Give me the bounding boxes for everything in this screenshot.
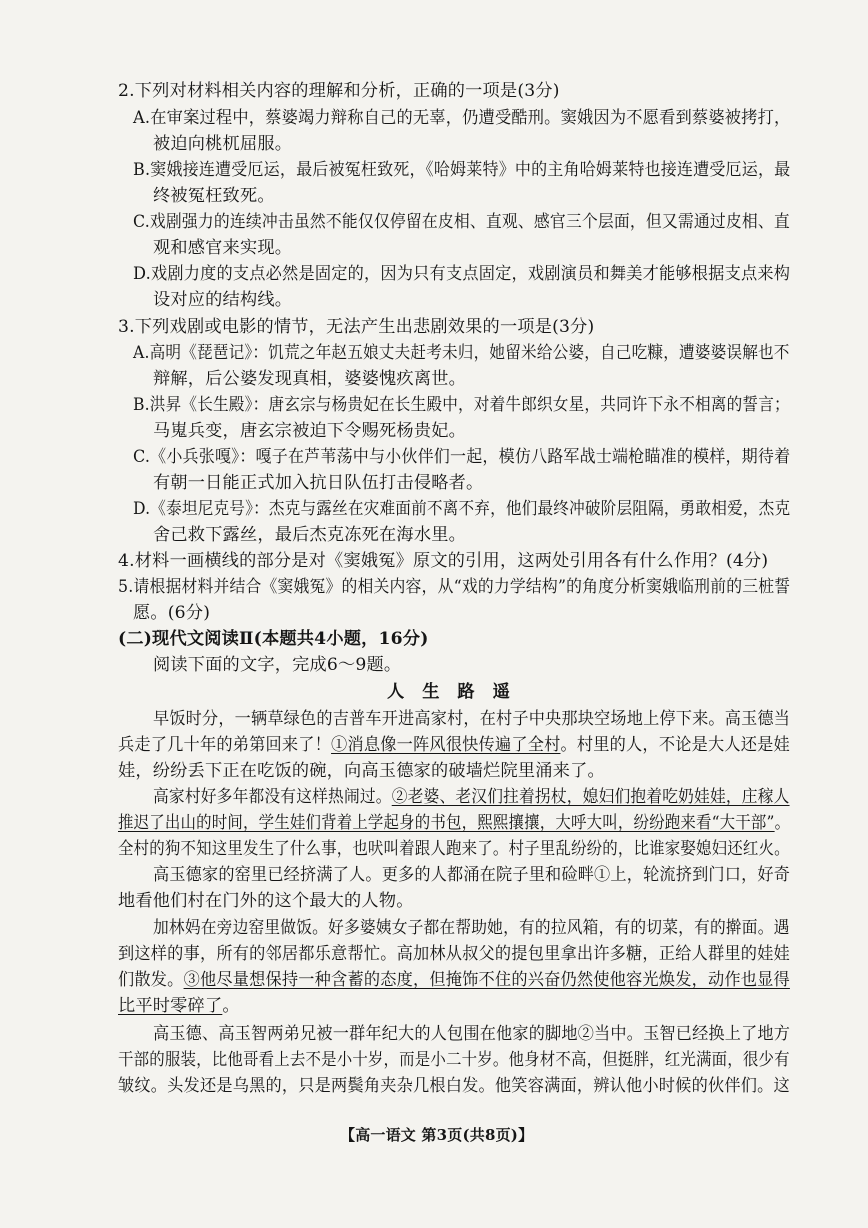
article-p5-line1: 高玉德、高玉智两弟兄被一群年纪大的人包围在他家的脚地②当中。玉智已经换上了地方 [153,1024,791,1044]
q2-option-a-line1: A.在审案过程中，蔡婆竭力辩称自己的无辜，仍遭受酷刑。窦娥因为不愿看到蔡婆被拷打， [133,108,791,128]
article-p1-line1: 早饭时分，一辆草绿色的吉普车开进高家村，在村子中央那块空场地上停下来。高玉德当 [153,709,791,729]
q2-option-b-line1: B.窦娥接连遭受厄运，最后被冤枉致死，《哈姆莱特》中的主角哈姆莱特也接连遭受厄运，最 [133,160,791,180]
section-instruction: 阅读下面的文字，完成6～9题。 [153,655,402,675]
article-p4-line3 [118,968,790,992]
q5-stem-line1: 5.请根据材料并结合《窦娥冤》的相关内容，从“戏的力学结构”的角度分析窦娥临刑前的三桩誓 [118,577,791,597]
underlined-sentence-1: ①消息像一阵风很快传遍了全村 [331,735,561,755]
underlined-sentence-3-cont: 比平时零碎了 [118,996,223,1016]
article-p2-line2 [118,811,790,835]
q3-option-b-line1: B.洪昇《长生殿》：唐玄宗与杨贵妃在长生殿中，对着牛郎织女星，共同许下永不相离的誓言； [133,395,790,415]
article-p3-line1: 高玉德家的窑里已经挤满了人。更多的人都涌在院子里和硷畔①上，轮流挤到门口，好奇 [153,865,791,885]
article-title: 人生路遥 [387,682,528,702]
q3-option-a-line2: 辩解，后公婆发现真相，婆婆愧疚离世。 [153,369,466,389]
article-p3-line2: 地看他们村在门外的这个最大的人物。 [118,891,414,911]
article-p4-line2: 到这样的事，所有的邻居都乐意帮忙。高加林从叔父的提包里拿出许多糖，正给人群里的娃娃 [118,944,790,964]
underlined-sentence-2: ②老婆、老汉们拄着拐杖，媳妇们抱着吃奶娃娃，庄稼人 [391,787,790,807]
underlined-sentence-2-cont: 推迟了出山的时间，学生娃们背着上学起身的书包，熙熙攘攘，大呼大叫，纷纷跑来看“大干部” [118,813,775,833]
article-text: 兵走了几十年的弟第回来了！ [118,735,332,755]
q2-option-b-line2: 终被冤枉致死。 [153,186,275,206]
q4-stem: 4.材料一画横线的部分是对《窦娥冤》原文的引用，这两处引用各有什么作用？(4分) [118,551,769,571]
q3-option-a-line1: A.高明《琵琶记》：饥荒之年赵五娘丈夫赶考未归，她留米给公婆，自己吃糠，遭婆婆误解也不 [133,343,790,363]
q2-option-c-line2: 观和感官来实现。 [153,238,293,258]
q2-option-c-line1: C.戏剧强力的连续冲击虽然不能仅仅停留在皮相、直观、感官三个层面，但又需通过皮相、直 [133,212,790,232]
article-p4-line1: 加林妈在旁边窑里做饭。好多婆姨女子都在帮助她，有的拉风箱，有的切菜，有的擀面。遇 [153,918,790,938]
article-p2-line3: 全村的狗不知这里发生了什么事，也吠叫着跟人跑来了。村子里乱纷纷的，比谁家娶媳妇还红火。 [118,839,790,859]
article-p2-line1 [153,785,790,809]
article-text: 。村里的人，不论是大人还是娃 [560,735,790,755]
article-text: 们散发。 [118,970,184,990]
q5-stem-line2: 愿。(6分) [133,603,211,623]
q3-option-c-line2: 有朝一日能正式加入抗日队伍打击侵略者。 [153,473,484,493]
q3-option-c-line1: C.《小兵张嘎》：嘎子在芦苇荡中与小伙伴们一起，模仿八路军战士端枪瞄准的模样，期待着 [133,447,791,467]
underlined-sentence-3: ③他尽量想保持一种含蓄的态度，但掩饰不住的兴奋仍然使他容光焕发，动作也显得 [183,970,790,990]
q2-option-d-line1: D.戏剧力度的支点必然是固定的，因为只有支点固定，戏剧演员和舞美才能够根据支点来构 [133,264,791,284]
article-p5-line3: 皱纹。头发还是乌黑的，只是两鬓角夹杂几根白发。他笑容满面，辨认他小时候的伙伴们。这 [118,1076,790,1096]
q2-stem: 2.下列对材料相关内容的理解和分析，正确的一项是(3分) [118,81,560,101]
q3-stem: 3.下列戏剧或电影的情节，无法产生出悲剧效果的一项是(3分) [118,317,595,337]
q3-option-d-line1: D.《泰坦尼克号》：杰克与露丝在灾难面前不离不弃，他们最终冲破阶层阻隔，勇敢相爱，杰克 [133,499,791,519]
article-p1-line3: 娃，纷纷丢下正在吃饭的碗，向高玉德家的破墙烂院里涌来了。 [118,761,605,781]
page-footer: 【高一语文 第3页(共8页)】 [340,1126,534,1144]
article-text: 高家村好多年都没有这样热闹过。 [153,787,392,807]
q2-option-d-line2: 设对应的结构线。 [153,290,293,310]
q2-option-a-line2: 被迫向桃杌屈服。 [153,134,293,154]
article-p4-line4 [118,994,240,1018]
article-text: 。 [222,996,240,1016]
section-heading: (二)现代文阅读Ⅱ(本题共4小题，16分) [118,629,429,649]
q3-option-b-line2: 马嵬兵变，唐玄宗被迫下令赐死杨贵妃。 [153,421,466,441]
article-p1-line2 [118,733,790,757]
q3-option-d-line2: 舍己救下露丝，最后杰克冻死在海水里。 [153,525,466,545]
article-text: 。 [774,813,791,833]
article-p5-line2: 干部的服装，比他哥看上去不是小十岁，而是小二十岁。他身材不高，但挺胖，红光满面，很少有 [118,1050,790,1070]
